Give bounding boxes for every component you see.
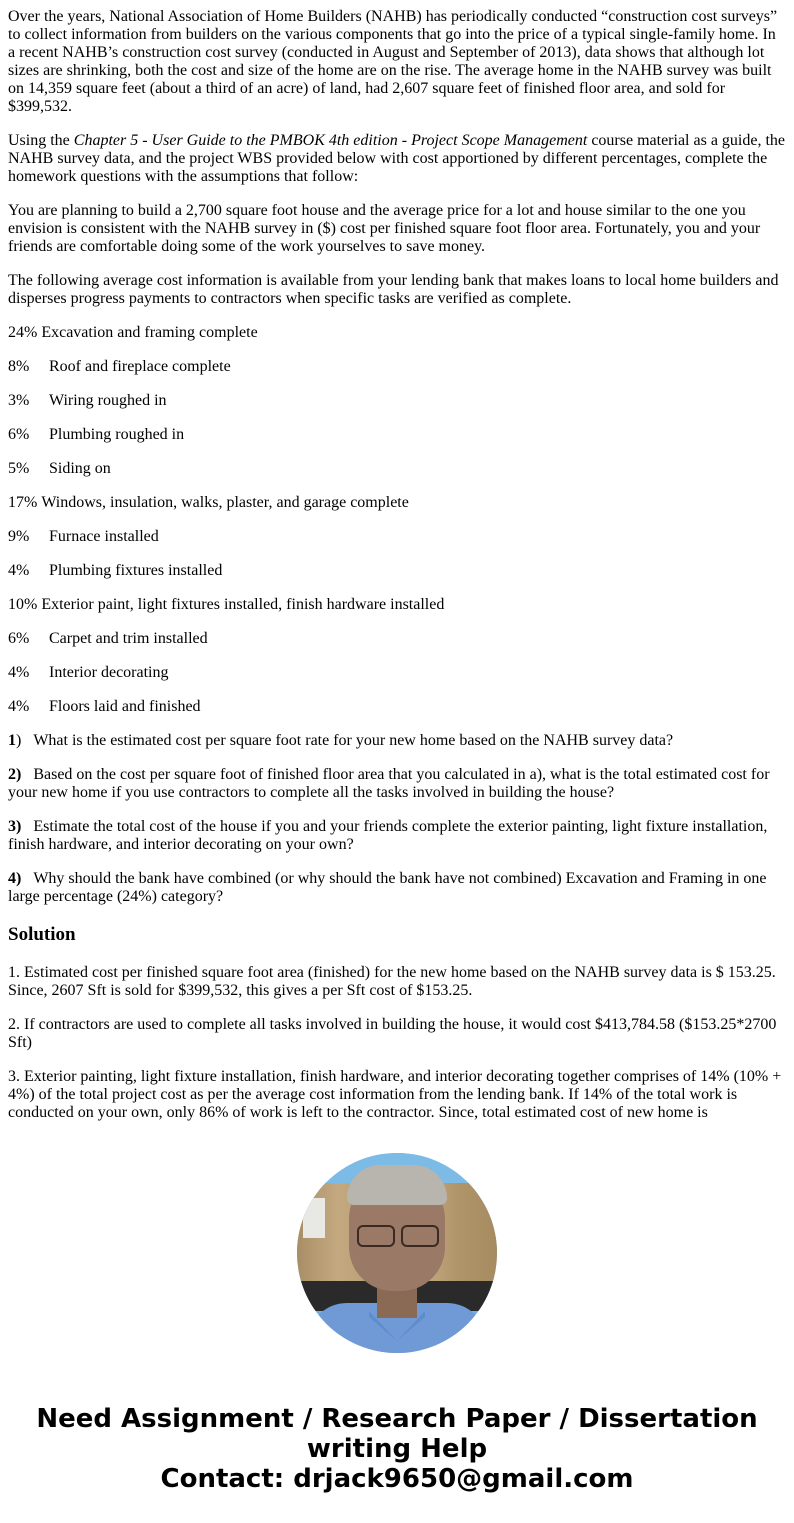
question-number: 1 bbox=[8, 732, 16, 749]
promo-banner bbox=[0, 1404, 794, 1494]
wbs-item bbox=[8, 664, 786, 682]
wbs-task: Plumbing roughed in bbox=[49, 426, 185, 443]
wbs-percentage: 24% bbox=[8, 324, 38, 341]
wbs-percentage: 9% bbox=[8, 528, 30, 545]
wbs-item bbox=[8, 596, 786, 614]
question-3 bbox=[8, 818, 786, 854]
solution-answers bbox=[8, 964, 786, 1122]
wbs-percentage: 5% bbox=[8, 460, 30, 477]
solution-answer-2: 2. If contractors are used to complete all tasks involved in building the house, it would cost $413,784.58 ($153.25*2700 Sft) bbox=[8, 1016, 777, 1051]
wbs-item bbox=[8, 528, 786, 546]
intro-paragraph-2-prefix: Using the bbox=[8, 132, 74, 149]
solution-answer-3: 3. Exterior painting, light fixture installation, finish hardware, and interior decorating together comprises of 14% (10% + 4%) of the total project cost as per the average cost information from the lending bank. If 14% of the total work is conducted on your own, only 86% of work is left to the contractor. Since, total estimated cost of new home is bbox=[8, 1068, 782, 1121]
wbs-task: Exterior paint, light fixtures installed, finish hardware installed bbox=[41, 596, 445, 613]
wbs-percentage: 8% bbox=[8, 358, 30, 375]
wbs-percentage: 6% bbox=[8, 426, 30, 443]
wbs-task: Plumbing fixtures installed bbox=[49, 562, 223, 579]
wbs-percentage: 17% bbox=[8, 494, 38, 511]
question-number: 3) bbox=[8, 818, 22, 835]
question-text: Based on the cost per square foot of finished floor area that you calculated in a), what is the total estimated cost for your new home if you use contractors to complete all the tasks involved in building the house? bbox=[8, 766, 770, 801]
wbs-task: Excavation and framing complete bbox=[41, 324, 258, 341]
wbs-task: Carpet and trim installed bbox=[49, 630, 208, 647]
wbs-task: Furnace installed bbox=[49, 528, 159, 545]
question-text: What is the estimated cost per square foot rate for your new home based on the NAHB survey data? bbox=[33, 732, 674, 749]
wbs-percentage: 4% bbox=[8, 562, 30, 579]
question-text: Why should the bank have combined (or why should the bank have not combined) Excavation and Framing in one large percentage (24%) category? bbox=[8, 870, 767, 905]
intro-paragraph-2-suffix: course material as a guide, the NAHB survey data, and the project WBS provided below with cost apportioned by different percentages, complete the homework questions with the assumptions that follow: bbox=[8, 132, 786, 185]
author-avatar bbox=[297, 1153, 497, 1353]
intro-paragraph-2 bbox=[8, 132, 786, 186]
wbs-item bbox=[8, 426, 786, 444]
wbs-item bbox=[8, 460, 786, 478]
wbs-item bbox=[8, 324, 786, 342]
wbs-item bbox=[8, 698, 786, 716]
question-number-paren: ) bbox=[16, 732, 22, 749]
question-list bbox=[8, 732, 786, 906]
promo-contact: Contact: drjack9650@gmail.com bbox=[160, 1464, 634, 1494]
wbs-percentage: 10% bbox=[8, 596, 38, 613]
wbs-percentage: 4% bbox=[8, 698, 30, 715]
question-number: 2) bbox=[8, 766, 22, 783]
wbs-task: Floors laid and finished bbox=[49, 698, 201, 715]
wbs-item bbox=[8, 358, 786, 376]
promo-line-2: writing Help bbox=[306, 1434, 488, 1464]
solution-heading: Solution bbox=[8, 924, 76, 945]
wbs-percentage: 6% bbox=[8, 630, 30, 647]
wbs-task: Siding on bbox=[49, 460, 111, 477]
wbs-task: Wiring roughed in bbox=[49, 392, 167, 409]
question-text: Estimate the total cost of the house if you and your friends complete the exterior painting, light fixture installation, finish hardware, and interior decorating on your own? bbox=[8, 818, 768, 853]
wbs-task: Interior decorating bbox=[49, 664, 169, 681]
intro-paragraph-1: Over the years, National Association of Home Builders (NAHB) has periodically conducted “construction cost surveys” to collect information from builders on the various components that go into the price of a typical single-family home. In a recent NAHB’s construction cost survey (conducted in August and September of 2013), data shows that although lot sizes are shrinking, both the cost and size of the home are on the rise. The average home in the NAHB survey was built on 14,359 square feet (about a third of an acre) of land, had 2,607 square feet of finished floor area, and sold for $399,532. bbox=[8, 8, 778, 115]
wbs-percentage: 3% bbox=[8, 392, 30, 409]
course-material-title: Chapter 5 - User Guide to the PMBOK 4th edition - Project Scope Management bbox=[73, 132, 588, 149]
wbs-percentage: 4% bbox=[8, 664, 30, 681]
wbs-item bbox=[8, 494, 786, 512]
question-1 bbox=[8, 732, 786, 750]
question-number: 4) bbox=[8, 870, 22, 887]
wbs-item bbox=[8, 392, 786, 410]
question-4 bbox=[8, 870, 786, 906]
wbs-list bbox=[8, 324, 786, 716]
intro-paragraph-4: The following average cost information is available from your lending bank that makes loans to local home builders and disperses progress payments to contractors when specific tasks are verified as complete. bbox=[8, 272, 779, 307]
wbs-item bbox=[8, 630, 786, 648]
wbs-task: Windows, insulation, walks, plaster, and garage complete bbox=[41, 494, 409, 511]
intro-paragraph-3: You are planning to build a 2,700 square foot house and the average price for a lot and house similar to the one you envision is consistent with the NAHB survey in ($) cost per finished square foot floor area. Fortunately, you and your friends are comfortable doing some of the work yourselves to save money. bbox=[8, 202, 761, 255]
wbs-task: Roof and fireplace complete bbox=[49, 358, 231, 375]
solution-answer-1: 1. Estimated cost per finished square foot area (finished) for the new home based on the NAHB survey data is $ 153.25. Since, 2607 Sft is sold for $399,532, this gives a per Sft cost of $153.25. bbox=[8, 964, 776, 999]
question-2 bbox=[8, 766, 786, 802]
promo-line-1: Need Assignment / Research Paper / Dissertation bbox=[36, 1404, 758, 1434]
wbs-item bbox=[8, 562, 786, 580]
